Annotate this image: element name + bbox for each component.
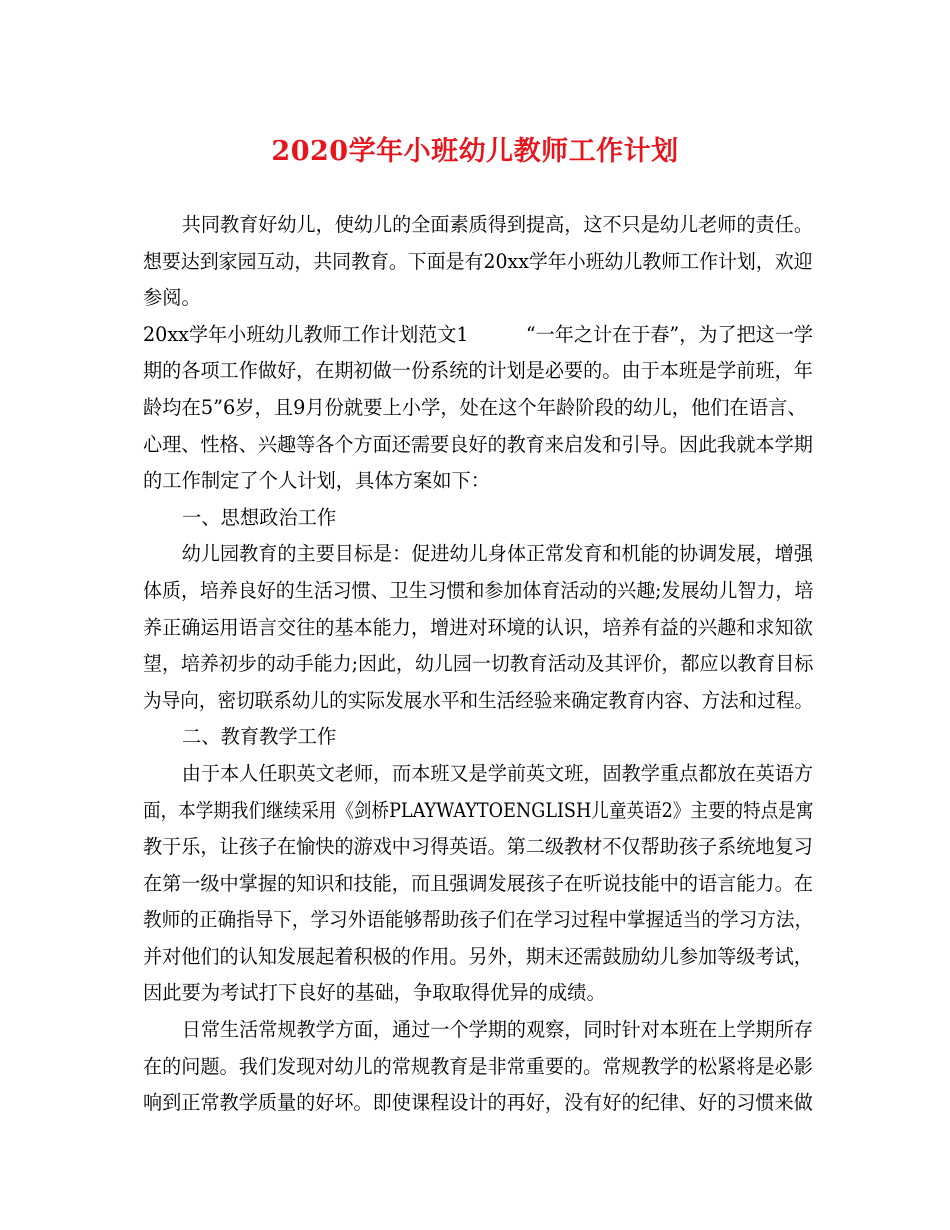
text-line: 望，培养初步的动手能力;因此，幼儿园一切教育活动及其评价，都应以教育目标 — [143, 652, 814, 676]
text-line: 教于乐，让孩子在愉快的游戏中习得英语。第二级教材不仅帮助孩子系统地复习 — [143, 835, 813, 859]
text-line: 日常生活常规教学方面，通过一个学期的观察，同时针对本班在上学期所存 — [181, 1018, 813, 1042]
text-line: 因此要为考试打下良好的基础，争取取得优异的成绩。 — [143, 981, 606, 1005]
document-title: 2020学年小班幼儿教师工作计划 — [271, 136, 679, 167]
text-line: 为导向，密切联系幼儿的实际发展水平和生活经验来确定教育内容、方法和过程。 — [143, 688, 814, 712]
text-line: 面，本学期我们继续采用《剑桥PLAYWAYTOENGLISH儿童英语2》主要的特点是寓 — [143, 798, 814, 822]
text-line: 体质，培养良好的生活习惯、卫生习惯和参加体育活动的兴趣;发展幼儿智力，培 — [143, 578, 814, 602]
document-body — [143, 207, 813, 1122]
text-line: 并对他们的认知发展起着积极的作用。另外，期末还需鼓励幼儿参加等级考试， — [143, 944, 813, 968]
text-line: 响到正常教学质量的好坏。即使课程设计的再好，没有好的纪律、好的习惯来做 — [143, 1091, 813, 1115]
text-line: 20xx学年小班幼儿教师工作计划范文1 “一年之计在于春”，为了把这一学 — [143, 322, 813, 346]
text-line: 养正确运用语言交往的基本能力，增进对环境的认识，培养有益的兴趣和求知欲 — [143, 615, 813, 639]
text-line: 心理、性格、兴趣等各个方面还需要良好的教育来启发和引导。因此我就本学期 — [143, 432, 813, 456]
text-line: 教师的正确指导下，学习外语能够帮助孩子们在学习过程中掌握适当的学习方法， — [143, 908, 814, 932]
text-line: 二、教育教学工作 — [182, 725, 337, 749]
text-line: 龄均在5”6岁，且9月份就要上小学，处在这个年龄阶段的幼儿，他们在语言、 — [143, 395, 807, 419]
text-line: 参阅。 — [143, 286, 201, 310]
text-line: 期的各项工作做好，在期初做一份系统的计划是必要的。由于本班是学前班，年 — [143, 359, 813, 383]
text-line: 共同教育好幼儿，使幼儿的全面素质得到提高，这不只是幼儿老师的责任。 — [181, 213, 813, 236]
text-line: 一、思想政治工作 — [182, 505, 337, 529]
text-line: 在第一级中掌握的知识和技能，而且强调发展孩子在听说技能中的语言能力。在 — [143, 871, 813, 895]
text-line: 由于本人任职英文老师，而本班又是学前英文班，固教学重点都放在英语方 — [181, 761, 813, 785]
text-line: 在的问题。我们发现对幼儿的常规教育是非常重要的。常规教学的松紧将是必影 — [143, 1054, 813, 1078]
text-line: 想要达到家园互动，共同教育。下面是有20xx学年小班幼儿教师工作计划，欢迎 — [143, 249, 813, 273]
text-line: 幼儿园教育的主要目标是：促进幼儿身体正常发育和机能的协调发展，增强 — [181, 542, 813, 566]
text-line: 的工作制定了个人计划，具体方案如下： — [143, 469, 491, 493]
